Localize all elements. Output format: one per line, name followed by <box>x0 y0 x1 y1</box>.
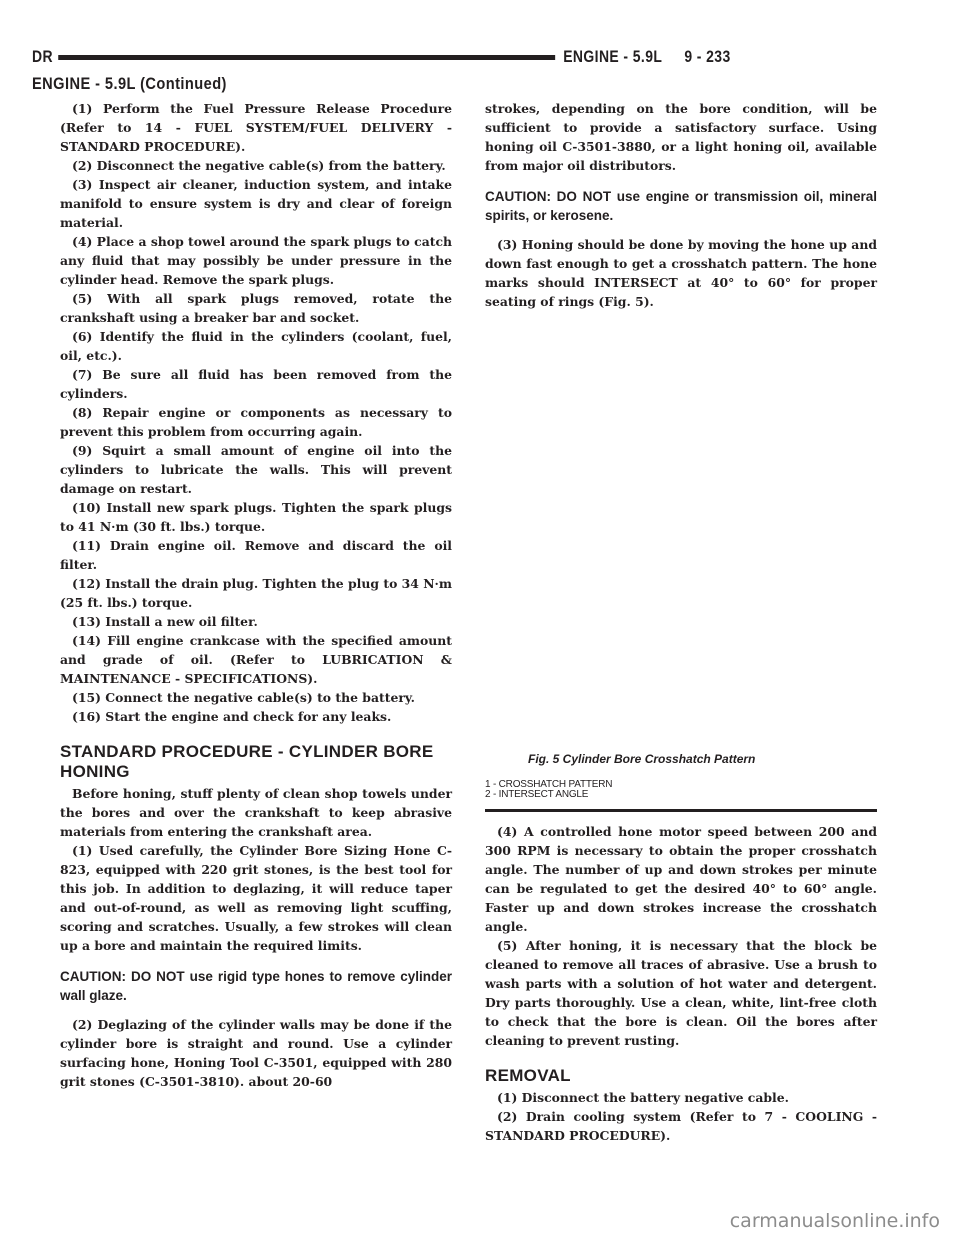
step-3: (3) Inspect air cleaner, induction system, and intake manifold to ensure system is dry and clear of foreign material. <box>60 177 452 230</box>
header-right <box>563 47 730 67</box>
step-9: (9) Squirt a small amount of engine oil into the cylinders to lubricate the walls. This will prevent damage on restart. <box>60 443 452 496</box>
continued-heading: ENGINE - 5.9L (Continued) <box>32 74 227 93</box>
step-8: (8) Repair engine or components as necessary to prevent this problem from occurring again. <box>60 405 452 439</box>
step-11: (11) Drain engine oil. Remove and discard the oil filter. <box>60 538 452 572</box>
step-5: (5) With all spark plugs removed, rotate the crankshaft using a breaker bar and socket. <box>60 291 452 325</box>
page-header <box>32 45 731 69</box>
left-column <box>60 99 452 1091</box>
section-title: ENGINE - 5.9L <box>563 47 663 66</box>
honing-step-2-continued: strokes, depending on the bore condition, will be sufficient to provide a satisfactory surface. Using honing oil C-3501-3880, or a light honing oil, available from major oil distributors. <box>485 101 877 173</box>
honing-step-3: (3) Honing should be done by moving the hone up and down fast enough to get a crosshatch pattern. The hone marks should INTERSECT at 40° to 60° for proper seating of rings (Fig. 5). <box>485 237 877 309</box>
removal-heading: REMOVAL <box>485 1066 571 1085</box>
step-12: (12) Install the drain plug. Tighten the plug to 34 N·m (25 ft. lbs.) torque. <box>60 576 452 610</box>
honing-step-5: (5) After honing, it is necessary that the block be cleaned to remove all traces of abrasive. Use a brush to wash parts with a solution of hot water and detergent. Dry parts thoroughly. Use a clean, white, lint-free cloth to check that the bore is clean. Oil the bores after cleaning to prevent rusting. <box>485 938 877 1048</box>
step-15: (15) Connect the negative cable(s) to the battery. <box>72 690 415 705</box>
honing-step-4: (4) A controlled hone motor speed between 200 and 300 RPM is necessary to obtain the proper crosshatch angle. The number of up and down strokes per minute can be regulated to get the desired 40° to 60° angle. Faster up and down strokes increase the crosshatch angle. <box>485 824 877 934</box>
step-2: (2) Disconnect the negative cable(s) from the battery. <box>72 158 446 173</box>
figure-caption: Fig. 5 Cylinder Bore Crosshatch Pattern <box>528 752 756 766</box>
legend-item-1: 1 - CROSSHATCH PATTERN <box>485 779 613 790</box>
honing-step-2: (2) Deglazing of the cylinder walls may be done if the cylinder bore is straight and round. Use a cylinder surfacing hone, Honing Tool C-3501, equipped with 280 grit stones (C-3501-3810). about 20-60 <box>60 1017 452 1089</box>
figure-rule <box>485 809 877 812</box>
crosshatch-figure <box>485 330 877 750</box>
honing-heading: STANDARD PROCEDURE - CYLINDER BORE HONING <box>60 742 434 781</box>
right-column-top <box>485 99 877 311</box>
step-10: (10) Install new spark plugs. Tighten the spark plugs to 41 N·m (30 ft. lbs.) torque. <box>60 500 452 534</box>
header-rule <box>58 55 555 60</box>
step-7: (7) Be sure all fluid has been removed from the cylinders. <box>60 367 452 401</box>
caution-rigid-hones: CAUTION: DO NOT use rigid type hones to remove cylinder wall glaze. <box>60 969 452 1003</box>
honing-step-1: (1) Used carefully, the Cylinder Bore Sizing Hone C-823, equipped with 220 grit stones, is the best tool for this job. In addition to deglazing, it will reduce taper and out-of-round, as well as removing light scuffing, scoring and scratches. Usually, a few strokes will clean up a bore and maintain the required limits. <box>60 843 452 953</box>
step-1: (1) Perform the Fuel Pressure Release Procedure (Refer to 14 - FUEL SYSTEM/FUEL DELIVERY - STANDARD PROCEDURE). <box>60 101 452 154</box>
caution-oils: CAUTION: DO NOT use engine or transmission oil, mineral spirits, or kerosene. <box>485 189 877 223</box>
right-column-bottom <box>485 822 877 1145</box>
step-16: (16) Start the engine and check for any leaks. <box>72 709 392 724</box>
removal-step-1: (1) Disconnect the battery negative cable. <box>497 1090 789 1105</box>
honing-intro: Before honing, stuff plenty of clean shop towels under the bores and over the crankshaft to keep abrasive materials from entering the crankshaft area. <box>60 786 452 839</box>
manual-code: DR <box>32 47 53 66</box>
page-number: 9 - 233 <box>684 47 731 66</box>
step-6: (6) Identify the fluid in the cylinders (coolant, fuel, oil, etc.). <box>60 329 452 363</box>
watermark: carmanualsonline.info <box>729 1210 940 1232</box>
removal-step-2: (2) Drain cooling system (Refer to 7 - COOLING - STANDARD PROCEDURE). <box>485 1109 877 1143</box>
legend-item-2: 2 - INTERSECT ANGLE <box>485 789 589 800</box>
step-13: (13) Install a new oil filter. <box>72 614 258 629</box>
step-14: (14) Fill engine crankcase with the specified amount and grade of oil. (Refer to LUBRICATION & MAINTENANCE - SPECIFICATIONS). <box>60 633 452 686</box>
step-4: (4) Place a shop towel around the spark plugs to catch any fluid that may possibly be under pressure in the cylinder head. Remove the spark plugs. <box>60 234 452 287</box>
figure-legend <box>485 780 612 800</box>
